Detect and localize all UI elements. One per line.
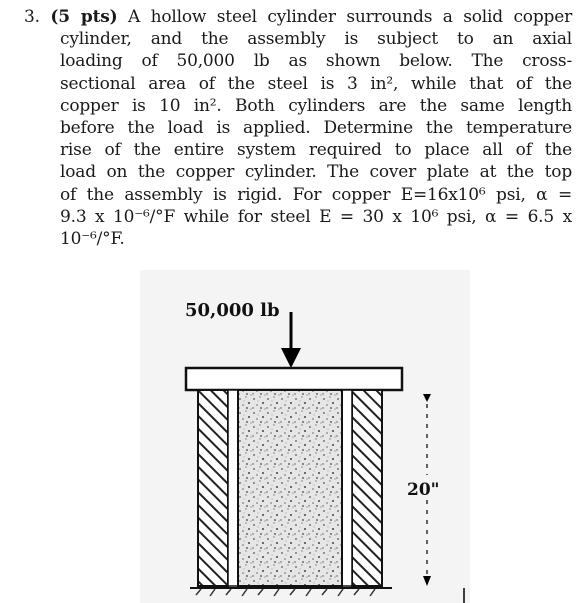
problem-line-9: of the assembly is rigid. For copper E=16x10⁶ psi, α = <box>60 184 572 205</box>
problem-number: 3. <box>24 7 40 27</box>
steel-wall-left <box>198 390 228 586</box>
problem-text-1: A hollow steel cylinder surrounds a solid copper <box>128 7 572 27</box>
cover-plate <box>186 368 402 390</box>
steel-wall-right <box>352 390 382 586</box>
problem-line-3: loading of 50,000 lb as shown below. The cross- <box>60 51 572 72</box>
problem-line-7: rise of the entire system required to place all of the <box>60 140 572 161</box>
height-dimension-label: 20" <box>407 480 440 500</box>
problem-line-5: copper is 10 in². Both cylinders are the same length <box>60 95 572 116</box>
copper-core <box>238 390 342 586</box>
problem-line-1 <box>24 6 572 28</box>
problem-line-6: before the load is applied. Determine the temperature <box>60 118 572 139</box>
problem-points: (5 pts) <box>50 7 118 27</box>
problem-statement <box>24 6 572 250</box>
gap-left <box>228 390 238 586</box>
problem-line-11: 10⁻⁶/°F. <box>60 229 125 250</box>
problem-line-4: sectional area of the steel is 3 in², while that of the <box>60 73 572 94</box>
problem-line-8: load on the copper cylinder. The cover plate at the top <box>60 162 572 183</box>
problem-line-10: 9.3 x 10⁻⁶/°F while for steel E = 30 x 10⁶ psi, α = 6.5 x <box>60 206 572 227</box>
gap-right <box>342 390 352 586</box>
problem-line-2: cylinder, and the assembly is subject to an axial <box>60 29 572 50</box>
load-label: 50,000 lb <box>185 300 280 321</box>
